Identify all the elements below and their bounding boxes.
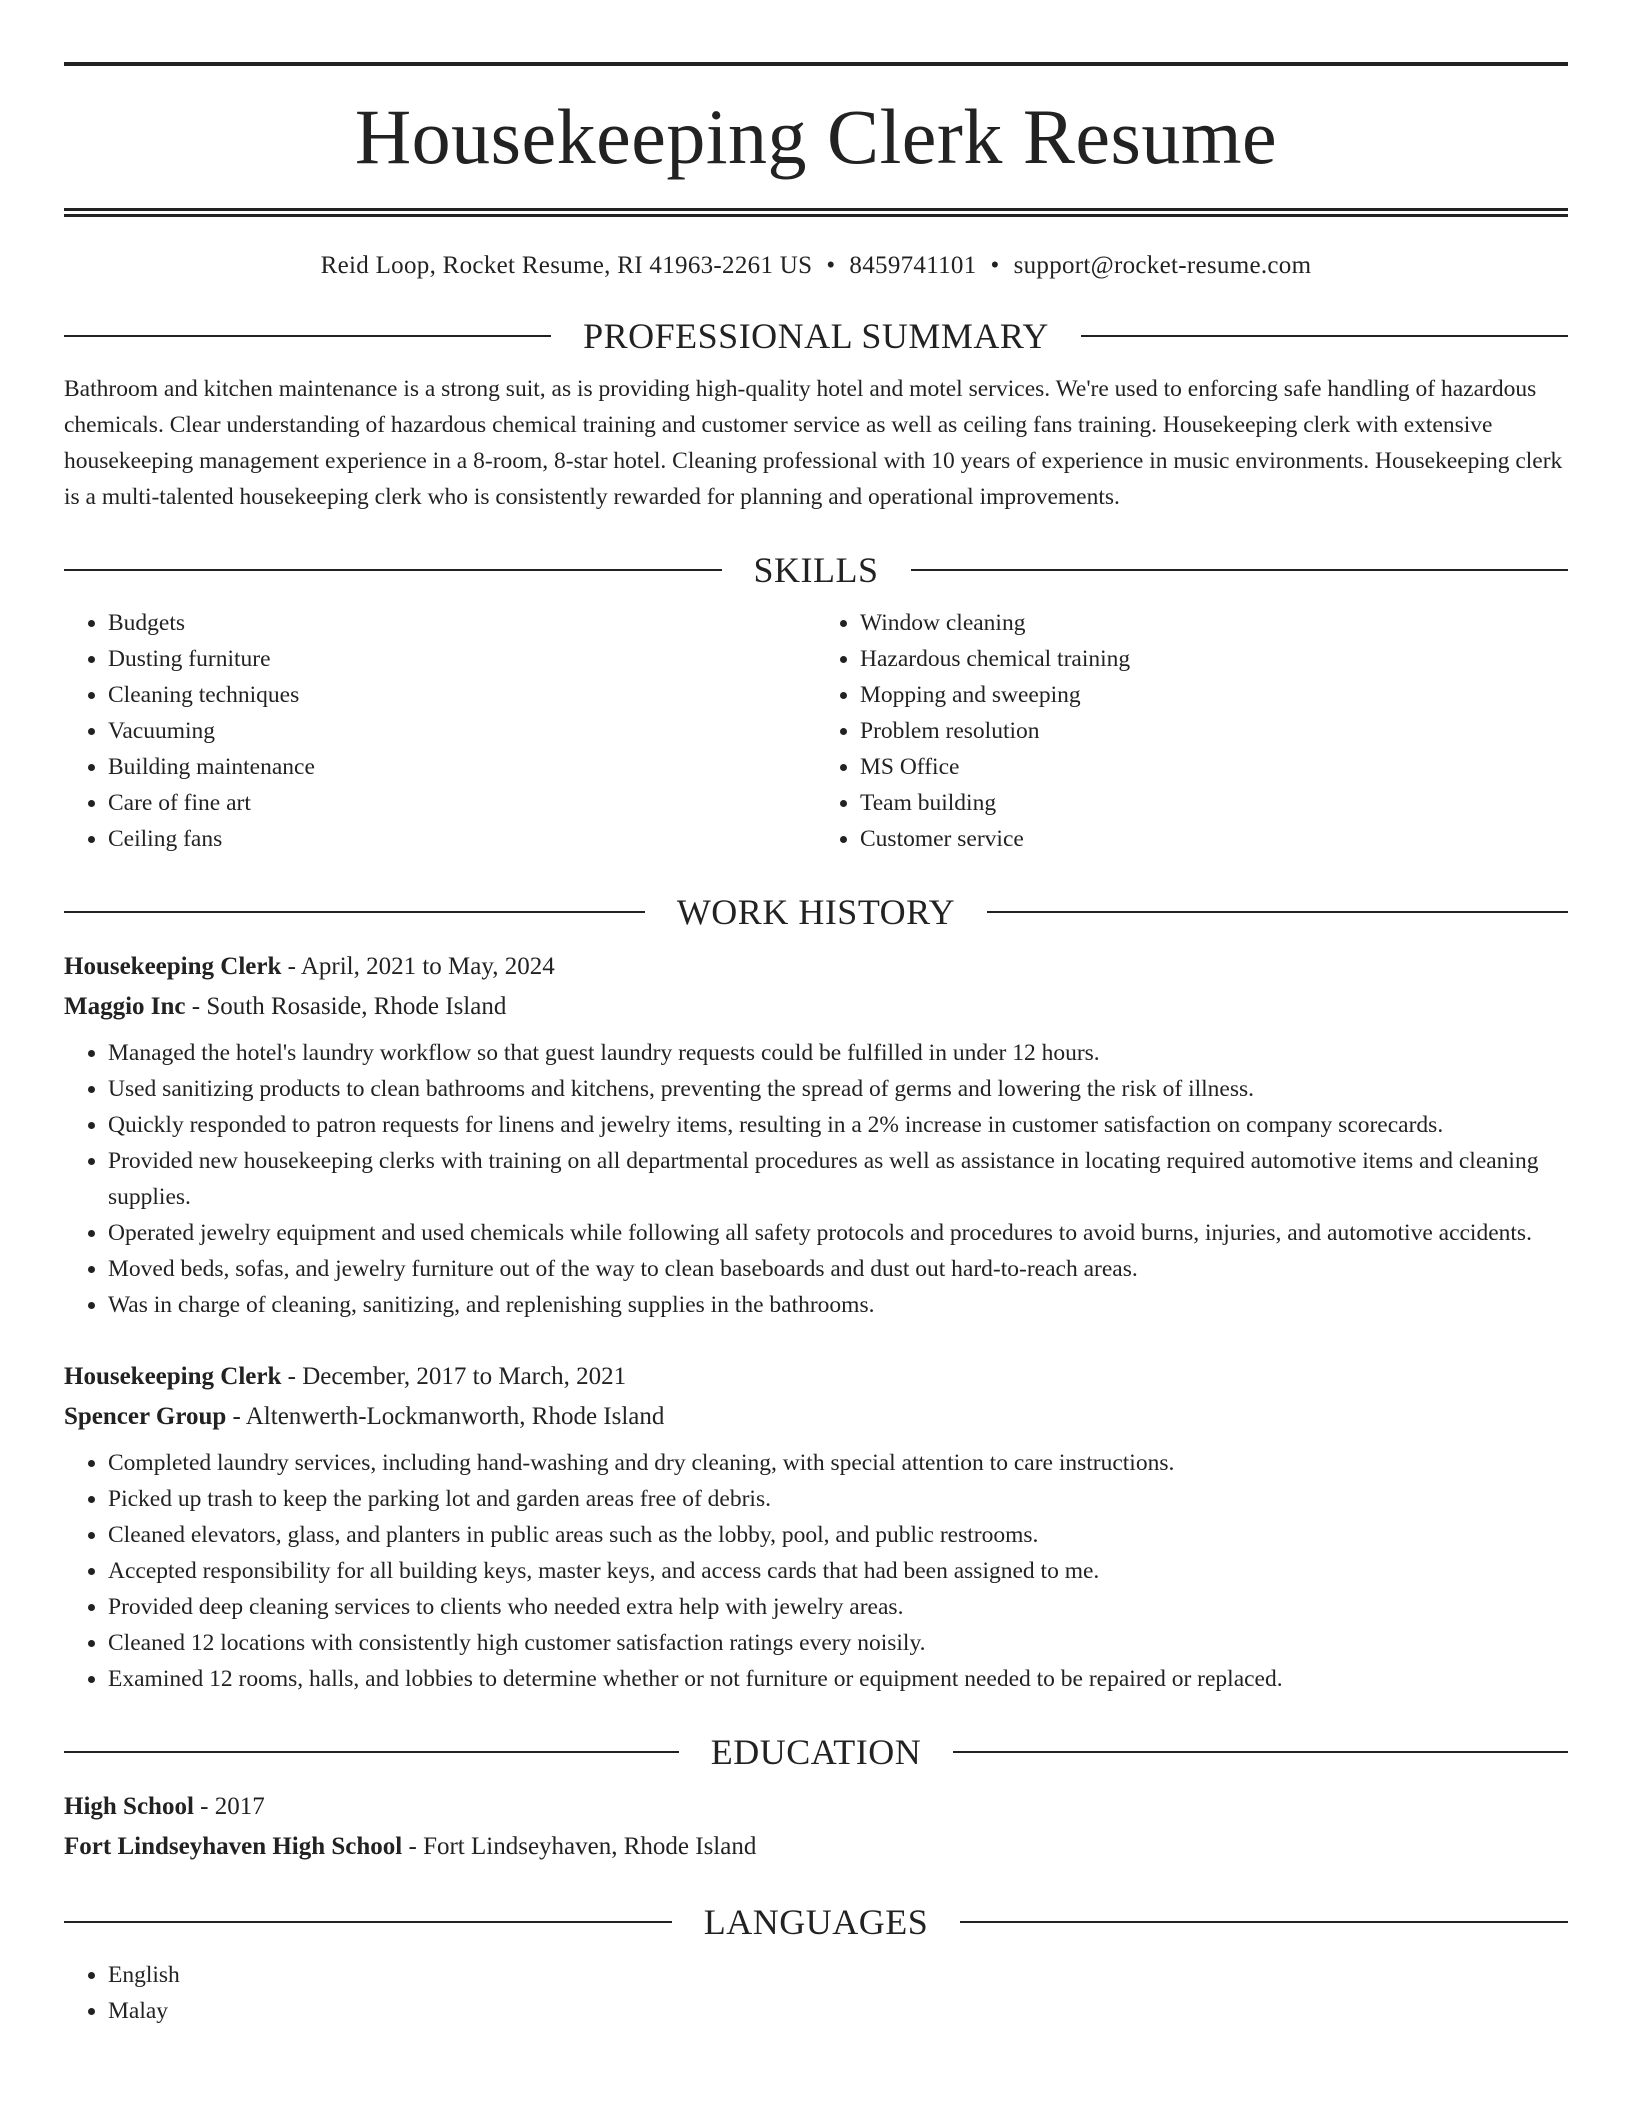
languages-list bbox=[64, 1957, 1568, 2029]
job-bullet: • Provided new housekeeping clerks with training on all departmental procedures as well as assistance in locating required automotive items and cleaning supplies. bbox=[108, 1143, 1568, 1215]
heading-rule bbox=[64, 335, 551, 337]
job-title: Housekeeping Clerk bbox=[64, 1363, 282, 1390]
job-bullet: • Picked up trash to keep the parking lot and garden areas free of debris. bbox=[108, 1481, 1568, 1517]
heading-rule bbox=[64, 569, 722, 571]
job-location: - Altenwerth-Lockmanworth, Rhode Island bbox=[226, 1403, 665, 1430]
section-heading-summary bbox=[64, 315, 1568, 357]
job-company: Maggio Inc bbox=[64, 993, 186, 1020]
education-year: - 2017 bbox=[193, 1793, 265, 1820]
skills-list bbox=[64, 605, 1568, 857]
skill-item: • Vacuuming bbox=[108, 713, 816, 749]
skill-item: • MS Office bbox=[860, 749, 1568, 785]
section-title: PROFESSIONAL SUMMARY bbox=[583, 316, 1049, 356]
skill-item: • Mopping and sweeping bbox=[860, 677, 1568, 713]
education-degree-line bbox=[64, 1787, 1568, 1827]
job-bullet: • Quickly responded to patron requests for linens and jewelry items, resulting in a 2% increase in customer satisfaction on company scorecards. bbox=[108, 1107, 1568, 1143]
job-bullet: • Cleaned 12 locations with consistently high customer satisfaction ratings every noisily. bbox=[108, 1625, 1568, 1661]
job-dates: - April, 2021 to May, 2024 bbox=[281, 953, 555, 980]
job-dates: - December, 2017 to March, 2021 bbox=[281, 1363, 627, 1390]
heading-rule bbox=[960, 1921, 1568, 1923]
section-title: EDUCATION bbox=[710, 1732, 922, 1772]
language-item: • English bbox=[108, 1957, 1568, 1993]
title-double-rule bbox=[64, 208, 1568, 217]
job-bullets bbox=[64, 1445, 1568, 1697]
contact-email: support@rocket-resume.com bbox=[1013, 252, 1312, 279]
skill-item: • Dusting furniture bbox=[108, 641, 816, 677]
section-heading-work-history bbox=[64, 891, 1568, 933]
contact-address: Reid Loop, Rocket Resume, RI 41963-2261 US bbox=[320, 252, 813, 279]
skill-item: • Customer service bbox=[860, 821, 1568, 857]
job-title-line bbox=[64, 947, 1568, 987]
skill-item: • Hazardous chemical training bbox=[860, 641, 1568, 677]
heading-rule bbox=[64, 1921, 672, 1923]
job-bullet: • Completed laundry services, including hand-washing and dry cleaning, with special attention to care instructions. bbox=[108, 1445, 1568, 1481]
contact-separator: • bbox=[990, 252, 1000, 279]
skills-column-right bbox=[816, 605, 1568, 857]
job-bullet: • Moved beds, sofas, and jewelry furniture out of the way to clean baseboards and dust out hard-to-reach areas. bbox=[108, 1251, 1568, 1287]
heading-rule bbox=[987, 911, 1568, 913]
heading-rule bbox=[911, 569, 1569, 571]
skill-item: • Ceiling fans bbox=[108, 821, 816, 857]
skill-item: • Window cleaning bbox=[860, 605, 1568, 641]
skill-item: • Team building bbox=[860, 785, 1568, 821]
job-company-line bbox=[64, 987, 1568, 1027]
heading-rule bbox=[1081, 335, 1568, 337]
job-location: - South Rosaside, Rhode Island bbox=[185, 993, 507, 1020]
job-entry bbox=[64, 1357, 1568, 1697]
section-heading-languages bbox=[64, 1901, 1568, 1943]
heading-rule bbox=[64, 1751, 679, 1753]
skill-item: • Care of fine art bbox=[108, 785, 816, 821]
section-heading-education bbox=[64, 1731, 1568, 1773]
job-company-line bbox=[64, 1397, 1568, 1437]
job-company: Spencer Group bbox=[64, 1403, 227, 1430]
education-degree: High School bbox=[64, 1793, 194, 1820]
job-bullet: • Examined 12 rooms, halls, and lobbies to determine whether or not furniture or equipment needed to be repaired or replaced. bbox=[108, 1661, 1568, 1697]
top-rule bbox=[64, 62, 1568, 66]
language-item: • Malay bbox=[108, 1993, 1568, 2029]
skills-column-left bbox=[64, 605, 816, 857]
section-title: SKILLS bbox=[753, 550, 879, 590]
education-entry bbox=[64, 1787, 1568, 1867]
job-bullet: • Cleaned elevators, glass, and planters in public areas such as the lobby, pool, and public restrooms. bbox=[108, 1517, 1568, 1553]
job-entry bbox=[64, 947, 1568, 1323]
section-title: LANGUAGES bbox=[703, 1902, 929, 1942]
skill-item: • Problem resolution bbox=[860, 713, 1568, 749]
section-title: WORK HISTORY bbox=[676, 892, 956, 932]
title-block bbox=[64, 0, 1568, 217]
skill-item: • Building maintenance bbox=[108, 749, 816, 785]
page-title: Housekeeping Clerk Resume bbox=[354, 93, 1278, 180]
education-location: - Fort Lindseyhaven, Rhode Island bbox=[402, 1833, 757, 1860]
skill-item: • Cleaning techniques bbox=[108, 677, 816, 713]
contact-line bbox=[64, 251, 1568, 281]
job-bullets bbox=[64, 1035, 1568, 1323]
job-title-line bbox=[64, 1357, 1568, 1397]
job-bullet: • Managed the hotel's laundry workflow so that guest laundry requests could be fulfilled in under 12 hours. bbox=[108, 1035, 1568, 1071]
job-bullet: • Was in charge of cleaning, sanitizing, and replenishing supplies in the bathrooms. bbox=[108, 1287, 1568, 1323]
job-bullet: • Operated jewelry equipment and used chemicals while following all safety protocols and procedures to avoid burns, injuries, and automotive accidents. bbox=[108, 1215, 1568, 1251]
education-school-line bbox=[64, 1827, 1568, 1867]
education-school: Fort Lindseyhaven High School bbox=[64, 1833, 403, 1860]
skill-item: • Budgets bbox=[108, 605, 816, 641]
summary-text: Bathroom and kitchen maintenance is a strong suit, as is providing high-quality hotel and motel services. We're used to enforcing safe handling of hazardous chemicals. Clear understanding of hazardous chemical training and customer service as well as ceiling fans training. Housekeeping clerk with extensive housekeeping management experience in a 8-room, 8-star hotel. Cleaning professional with 10 years of experience in music environments. Housekeeping clerk is a multi-talented housekeeping clerk who is consistently rewarded for planning and operational improvements. bbox=[64, 376, 1563, 510]
job-bullet: • Accepted responsibility for all building keys, master keys, and access cards that had been assigned to me. bbox=[108, 1553, 1568, 1589]
contact-separator: • bbox=[826, 252, 836, 279]
job-bullet: • Used sanitizing products to clean bathrooms and kitchens, preventing the spread of germs and lowering the risk of illness. bbox=[108, 1071, 1568, 1107]
section-heading-skills bbox=[64, 549, 1568, 591]
heading-rule bbox=[953, 1751, 1568, 1753]
job-title: Housekeeping Clerk bbox=[64, 953, 282, 980]
heading-rule bbox=[64, 911, 645, 913]
resume-page bbox=[64, 0, 1568, 2029]
job-bullet: • Provided deep cleaning services to clients who needed extra help with jewelry areas. bbox=[108, 1589, 1568, 1625]
contact-phone: 8459741101 bbox=[849, 252, 977, 279]
